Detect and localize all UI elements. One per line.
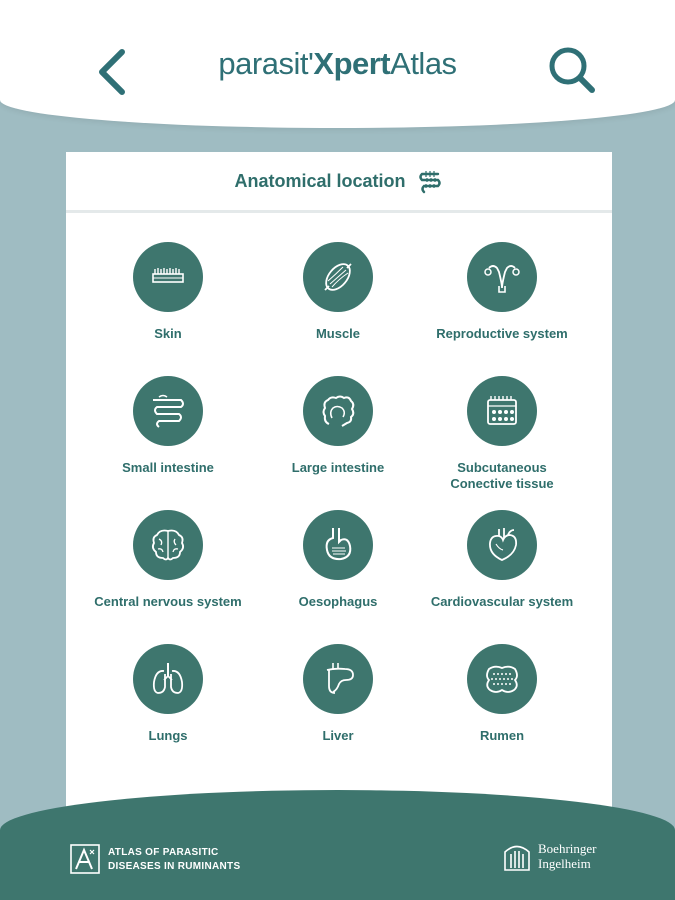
category-circle: [467, 510, 537, 580]
category-label: Cardiovascular system: [430, 594, 574, 609]
category-circle: [303, 376, 373, 446]
heart-icon: [479, 522, 525, 568]
category-circle: [467, 644, 537, 714]
atlas-line2: DISEASES IN RUMINANTS: [108, 861, 241, 872]
category-cardiovascular-system[interactable]: [427, 510, 577, 610]
category-reproductive-system[interactable]: [427, 242, 577, 342]
category-circle: [133, 242, 203, 312]
category-subcutaneous-connective-tissue[interactable]: [427, 376, 577, 492]
uterus-icon: [479, 254, 525, 300]
category-circle: [303, 510, 373, 580]
category-circle: [303, 242, 373, 312]
category-skin[interactable]: [93, 242, 243, 342]
footer: [0, 790, 675, 900]
category-label: Lungs: [148, 728, 188, 743]
brand-line2: Ingelheim: [538, 856, 591, 871]
boehringer-logo-icon: [502, 840, 532, 872]
category-label: Liver: [322, 728, 354, 743]
atlas-line1: ATLAS OF PARASITIC: [108, 847, 219, 858]
lungs-icon: [145, 656, 191, 702]
app-title-part2: Xpert: [313, 46, 391, 81]
muscle-icon: [315, 254, 361, 300]
stomach-icon: [315, 522, 361, 568]
category-rumen[interactable]: [427, 644, 577, 744]
brand-name: [538, 841, 596, 871]
section-title: Anatomical location: [234, 170, 406, 191]
category-large-intestine[interactable]: [263, 376, 413, 476]
brand-line1: Boehringer: [538, 841, 597, 856]
search-button[interactable]: [542, 40, 602, 100]
category-label: Muscle: [315, 326, 361, 341]
category-label: Oesophagus: [298, 594, 378, 609]
category-label: Large intestine: [291, 460, 385, 475]
connective-tissue-icon: [479, 388, 525, 434]
category-muscle[interactable]: [263, 242, 413, 342]
search-icon: [542, 40, 602, 100]
category-circle: [133, 510, 203, 580]
category-circle: [303, 644, 373, 714]
category-label: Subcutaneous Conective tissue: [450, 460, 554, 491]
category-circle: [467, 376, 537, 446]
brain-icon: [145, 522, 191, 568]
section-header: [66, 152, 612, 213]
intestine-icon: [418, 168, 444, 194]
category-circle: [133, 644, 203, 714]
category-label: Rumen: [479, 728, 525, 743]
category-label: Skin: [154, 326, 182, 341]
category-liver[interactable]: [263, 644, 413, 744]
category-lungs[interactable]: [93, 644, 243, 744]
category-small-intestine[interactable]: [93, 376, 243, 476]
app-header: [0, 0, 675, 128]
app-title-part1: parasit': [218, 46, 314, 81]
skin-icon: [145, 254, 191, 300]
app-title-part3: Atlas: [390, 46, 457, 81]
category-label: Small intestine: [122, 460, 214, 475]
category-circle: [133, 376, 203, 446]
small-intestine-icon: [145, 388, 191, 434]
category-circle: [467, 242, 537, 312]
rumen-icon: [479, 656, 525, 702]
category-central-nervous-system[interactable]: [93, 510, 243, 610]
atlas-caption: [108, 846, 240, 874]
category-card: [66, 152, 612, 852]
category-label: Central nervous system: [94, 594, 242, 609]
category-label: Reproductive system: [436, 326, 568, 341]
atlas-logo-icon: [70, 844, 100, 874]
liver-icon: [315, 656, 361, 702]
category-oesophagus[interactable]: [263, 510, 413, 610]
large-intestine-icon: [315, 388, 361, 434]
